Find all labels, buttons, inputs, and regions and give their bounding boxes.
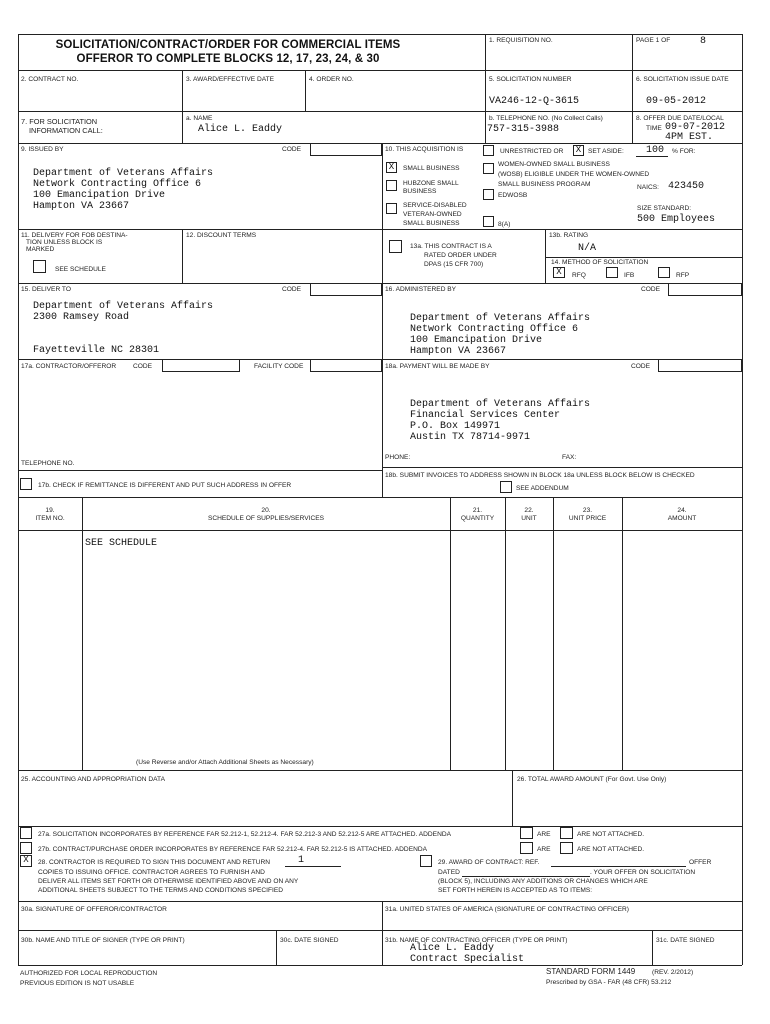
- 27a-are-label: ARE: [537, 831, 551, 838]
- col-unit-price-label: UNIT PRICE: [568, 515, 607, 522]
- remittance-label: 17b. CHECK IF REMITTANCE IS DIFFERENT AND PUT SUCH ADDRESS IN OFFER: [38, 482, 292, 489]
- 27b-are-checkbox[interactable]: [520, 842, 533, 854]
- administered-code-box[interactable]: [668, 283, 742, 296]
- offer-due-label: 8. OFFER DUE DATE/LOCAL: [636, 115, 724, 122]
- 27a-are-not-checkbox[interactable]: [560, 827, 573, 839]
- unrestricted-checkbox[interactable]: [483, 145, 494, 156]
- deliver-to-code-label: CODE: [282, 286, 302, 293]
- 28-label-3: DELIVER ALL ITEMS SET FORTH OR OTHERWISE IDENTIFIED ABOVE AND ON ANY: [38, 878, 299, 885]
- 27a-are-checkbox[interactable]: [520, 827, 533, 839]
- small-business-checkbox[interactable]: X: [386, 162, 397, 173]
- naics-label: NAICS:: [637, 184, 659, 191]
- prescribed-label: Prescribed by GSA - FAR (48 CFR) 53.212: [546, 979, 672, 986]
- facility-code-label: FACILITY CODE: [254, 363, 304, 370]
- sdvosb-label-3: SMALL BUSINESS: [403, 220, 460, 227]
- rated-order-label-1: 13a. THIS CONTRACT IS A: [410, 243, 492, 250]
- acquisition-label: 10. THIS ACQUISITION IS: [385, 146, 464, 153]
- size-standard: 500 Employees: [637, 214, 716, 225]
- payment-line-4: Austin TX 78714-9971: [410, 432, 531, 443]
- small-business-label: SMALL BUSINESS: [403, 165, 460, 172]
- delivery-label-1: 11. DELIVERY FOR FOB DESTINA-: [21, 232, 128, 239]
- 27b-are-label: ARE: [537, 846, 551, 853]
- title-line-1: SOLICITATION/CONTRACT/ORDER FOR COMMERCIAL ITEMS: [55, 39, 401, 51]
- deliver-to-code-box[interactable]: [310, 283, 382, 296]
- page-total: 8: [700, 36, 707, 47]
- edwosb-checkbox[interactable]: [483, 189, 494, 200]
- col-item-no-num: 19.: [45, 507, 55, 514]
- rating-label: 13b. RATING: [549, 232, 589, 239]
- 29-label-3: (BLOCK 5), INCLUDING ANY ADDITIONS OR CHANGES WHICH ARE: [438, 878, 648, 885]
- wosb-label-2: (WOSB) ELIGIBLE UNDER THE WOMEN-OWNED: [498, 171, 650, 178]
- requisition-label: 1. REQUISITION NO.: [489, 37, 553, 44]
- 29-label-4: SET FORTH HEREIN IS ACCEPTED AS TO ITEMS:: [438, 887, 593, 894]
- payment-line-1: Department of Veterans Affairs: [410, 399, 591, 410]
- ifb-checkbox[interactable]: [606, 267, 618, 278]
- 29-label-1: 29. AWARD OF CONTRACT: REF.: [438, 859, 540, 866]
- standard-form-label: STANDARD FORM 1449: [546, 967, 636, 976]
- contract-no-label: 2. CONTRACT NO.: [21, 76, 79, 83]
- solicitation-number-label: 5. SOLICITATION NUMBER: [489, 76, 572, 83]
- contractor-code-box[interactable]: [162, 359, 240, 372]
- co-name: Alice L. Eaddy: [410, 943, 495, 954]
- admin-line-1: Department of Veterans Affairs: [410, 313, 591, 324]
- footer-previous-edition: PREVIOUS EDITION IS NOT USABLE: [20, 980, 135, 987]
- rating-value: N/A: [578, 243, 597, 254]
- col-amount: [622, 507, 742, 523]
- co-title: Contract Specialist: [410, 954, 525, 965]
- size-standard-label: SIZE STANDARD:: [637, 205, 692, 212]
- col-amount-num: 24.: [677, 507, 687, 514]
- award-date-label: 3. AWARD/EFFECTIVE DATE: [186, 76, 275, 83]
- issued-line-2: Network Contracting Office 6: [33, 179, 202, 190]
- see-addendum-label: SEE ADDENDUM: [516, 485, 569, 492]
- info-call-label: INFORMATION CALL:: [29, 126, 103, 135]
- wosb-checkbox[interactable]: [483, 163, 494, 174]
- deliver-to-line-3: Fayetteville NC 28301: [33, 345, 160, 356]
- set-aside-label: SET ASIDE:: [588, 148, 624, 155]
- 27a-checkbox[interactable]: [20, 827, 32, 839]
- col-unit-price: [553, 507, 622, 523]
- admin-line-2: Network Contracting Office 6: [410, 324, 579, 335]
- 27b-are-not-label: ARE NOT ATTACHED.: [577, 846, 645, 853]
- unrestricted-label: UNRESTRICTED OR: [500, 148, 564, 155]
- offer-due-date: 09-07-2012: [665, 122, 726, 133]
- 29-offer-label: OFFER: [689, 859, 712, 866]
- eight-a-checkbox[interactable]: [483, 216, 494, 227]
- col-quantity-num: 21.: [472, 507, 483, 514]
- eight-a-label: 8(A): [498, 221, 511, 228]
- col-unit-num: 22.: [524, 507, 534, 514]
- issued-line-1: Department of Veterans Affairs: [33, 168, 214, 179]
- rfq-label: RFQ: [572, 272, 586, 279]
- administered-code-label: CODE: [641, 286, 661, 293]
- wosb-label-1: WOMEN-OWNED SMALL BUSINESS: [498, 161, 610, 168]
- percent-for-label: % FOR:: [672, 148, 696, 155]
- phone-label: PHONE:: [385, 454, 411, 461]
- deliver-to-line-1: Department of Veterans Affairs: [33, 301, 214, 312]
- contact-name: Alice L. Eaddy: [198, 124, 283, 135]
- contractor-label: 17a. CONTRACTOR/OFFEROR: [21, 363, 117, 370]
- method-label: 14. METHOD OF SOLICITATION: [551, 259, 649, 266]
- 27b-are-not-checkbox[interactable]: [560, 842, 573, 854]
- administered-by-address: [410, 313, 590, 357]
- telephone-number: 757-315-3988: [487, 124, 560, 135]
- 29-label-2: DATED: [438, 869, 460, 876]
- signer-name-label: 30b. NAME AND TITLE OF SIGNER (TYPE OR PRINT): [21, 937, 185, 944]
- wosb-label-3: SMALL BUSINESS PROGRAM: [498, 181, 591, 188]
- col-quantity: [450, 507, 505, 523]
- page-label: PAGE 1 OF: [636, 37, 671, 44]
- order-no-label: 4. ORDER NO.: [309, 76, 354, 83]
- 29-checkbox[interactable]: [420, 855, 432, 867]
- revision-label: (REV. 2/2012): [652, 969, 694, 976]
- payment-line-2: Financial Services Center: [410, 410, 561, 421]
- co-name-label: 31b. NAME OF CONTRACTING OFFICER (TYPE OR PRINT): [385, 937, 568, 944]
- date-signed-30c-label: 30c. DATE SIGNED: [280, 937, 339, 944]
- rfp-label: RFP: [676, 272, 690, 279]
- offer-due-time: 4PM EST.: [665, 132, 714, 143]
- 27a-label: 27a. SOLICITATION INCORPORATES BY REFERENCE FAR 52.212-1, 52.212-4. FAR 52.212-3 AND 52.212-5 ARE ATTACHED. ADDENDA: [38, 831, 451, 838]
- col-quantity-label: QUANTITY: [460, 515, 495, 522]
- admin-line-4: Hampton VA 23667: [410, 346, 507, 357]
- rfp-checkbox[interactable]: [658, 267, 670, 278]
- hubzone-label-2: BUSINESS: [403, 188, 437, 195]
- naics-code: 423450: [668, 181, 705, 192]
- submit-invoices-label: 18b. SUBMIT INVOICES TO ADDRESS SHOWN IN BLOCK 18a UNLESS BLOCK BELOW IS CHECKED: [385, 472, 695, 479]
- solicitation-number: VA246-12-Q-3615: [489, 96, 580, 107]
- 27b-checkbox[interactable]: [20, 842, 32, 854]
- issued-by-address: [33, 168, 213, 212]
- set-aside-checkbox[interactable]: X: [573, 145, 584, 156]
- set-aside-percent: 100: [646, 145, 665, 156]
- col-schedule-num: 20.: [261, 507, 271, 514]
- col-item-no: [18, 507, 82, 523]
- 28-label-2: COPIES TO ISSUING OFFICE. CONTRACTOR AGREES TO FURNISH AND: [38, 869, 265, 876]
- sdvosb-label-1: SERVICE-DISABLED: [403, 202, 467, 209]
- issued-code-label: CODE: [282, 146, 302, 153]
- col-schedule-label: SCHEDULE OF SUPPLIES/SERVICES: [207, 515, 325, 522]
- rfq-checkbox[interactable]: X: [553, 267, 565, 278]
- telephone-no-label: TELEPHONE NO.: [21, 460, 75, 467]
- deliver-to-line-2: 2300 Ramsey Road: [33, 312, 130, 323]
- 27b-label: 27b. CONTRACT/PURCHASE ORDER INCORPORATES BY REFERENCE FAR 52.212-4. FAR 52.212-5 IS ATTACHED. ADDENDA: [38, 846, 428, 853]
- deliver-to-label: 15. DELIVER TO: [21, 286, 71, 293]
- total-award-label: 26. TOTAL AWARD AMOUNT (For Govt. Use Only): [517, 776, 667, 783]
- payment-line-3: P.O. Box 149971: [410, 421, 501, 432]
- administered-by-label: 16. ADMINISTERED BY: [385, 286, 457, 293]
- col-unit: [505, 507, 553, 523]
- signature-offeror-label: 30a. SIGNATURE OF OFFEROR/CONTRACTOR: [21, 906, 167, 913]
- signature-co-label: 31a. UNITED STATES OF AMERICA (SIGNATURE OF CONTRACTING OFFICER): [385, 906, 629, 913]
- footer-reproduction: AUTHORIZED FOR LOCAL REPRODUCTION: [20, 970, 158, 977]
- 29-label-2b: . YOUR OFFER ON SOLICITATION: [590, 869, 696, 876]
- schedule-content: SEE SCHEDULE: [85, 538, 158, 549]
- contractor-code-label: CODE: [133, 363, 153, 370]
- edwosb-label: EDWOSB: [498, 192, 528, 199]
- issued-code-box[interactable]: [310, 143, 382, 156]
- sdvosb-checkbox[interactable]: [386, 203, 397, 214]
- hubzone-checkbox[interactable]: [386, 180, 397, 191]
- rated-order-checkbox[interactable]: [389, 240, 402, 253]
- rated-order-label-3: DPAS (15 CFR 700): [424, 261, 484, 268]
- 27a-are-not-label: ARE NOT ATTACHED.: [577, 831, 645, 838]
- fax-label: FAX:: [562, 454, 577, 461]
- for-solicitation-label: 7. FOR SOLICITATION: [21, 117, 98, 126]
- delivery-label-2: TION UNLESS BLOCK IS: [26, 239, 103, 246]
- ifb-label: IFB: [624, 272, 635, 279]
- payment-code-box[interactable]: [658, 359, 742, 372]
- col-unit-price-num: 23.: [582, 507, 593, 514]
- admin-line-3: 100 Emancipation Drive: [410, 335, 543, 346]
- sdvosb-label-2: VETERAN-OWNED: [403, 211, 462, 218]
- issued-line-3: 100 Emancipation Drive: [33, 190, 166, 201]
- payment-address: [410, 399, 590, 443]
- remittance-checkbox[interactable]: [20, 478, 32, 490]
- see-schedule-label: SEE SCHEDULE: [55, 266, 106, 273]
- 28-checkbox[interactable]: X: [20, 855, 32, 867]
- time-label: TIME: [646, 125, 662, 132]
- col-unit-label: UNIT: [521, 515, 537, 522]
- col-schedule: [82, 507, 450, 523]
- payment-label: 18a. PAYMENT WILL BE MADE BY: [385, 363, 490, 370]
- see-addendum-checkbox[interactable]: [500, 481, 512, 493]
- col-item-no-label: ITEM NO.: [35, 515, 65, 522]
- title-line-2: OFFEROR TO COMPLETE BLOCKS 12, 17, 23, 24, & 30: [76, 53, 380, 65]
- return-copies: 1: [298, 855, 305, 866]
- issue-date: 09-05-2012: [646, 96, 707, 107]
- 28-label-1: 28. CONTRACTOR IS REQUIRED TO SIGN THIS DOCUMENT AND RETURN: [38, 859, 271, 866]
- payment-code-label: CODE: [631, 363, 651, 370]
- col-amount-label: AMOUNT: [667, 515, 697, 522]
- schedule-note: (Use Reverse and/or Attach Additional Sheets as Necessary): [136, 759, 314, 766]
- date-signed-31c-label: 31c. DATE SIGNED: [656, 937, 715, 944]
- delivery-label-3: MARKED: [26, 246, 55, 253]
- issued-by-label: 9. ISSUED BY: [21, 146, 64, 153]
- facility-code-box[interactable]: [310, 359, 382, 372]
- see-schedule-checkbox[interactable]: [33, 260, 46, 273]
- 28-label-4: ADDITIONAL SHEETS SUBJECT TO THE TERMS AND CONDITIONS SPECIFIED: [38, 887, 283, 894]
- form-title: [18, 38, 438, 66]
- accounting-label: 25. ACCOUNTING AND APPROPRIATION DATA: [21, 776, 165, 783]
- rated-order-label-2: RATED ORDER UNDER: [424, 252, 497, 259]
- name-label: a. NAME: [186, 115, 213, 122]
- telephone-label: b. TELEPHONE NO. (No Collect Calls): [489, 115, 603, 122]
- issued-line-4: Hampton VA 23667: [33, 201, 130, 212]
- issue-date-label: 6. SOLICITATION ISSUE DATE: [636, 76, 729, 83]
- discount-terms-label: 12. DISCOUNT TERMS: [186, 232, 257, 239]
- hubzone-label-1: HUBZONE SMALL: [403, 180, 459, 187]
